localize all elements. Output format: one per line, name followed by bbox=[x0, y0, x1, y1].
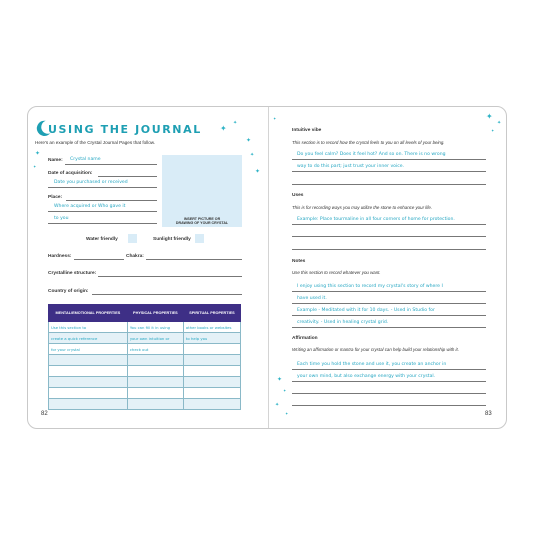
table-cell[interactable] bbox=[49, 355, 128, 366]
table-row bbox=[49, 399, 241, 410]
left-page bbox=[28, 107, 268, 428]
uses-entry-1[interactable]: Example: Place tourmaline in all four corners of home for protection. bbox=[297, 217, 455, 222]
star-icon: ✦ bbox=[491, 128, 495, 133]
affirmation-line bbox=[292, 405, 486, 406]
star-icon: ✦ bbox=[277, 377, 283, 383]
star-icon: ✦ bbox=[486, 112, 493, 121]
structure-line bbox=[98, 276, 242, 277]
vibe-entry-2[interactable]: way to do this part; just trust your inner voice. bbox=[297, 164, 405, 169]
star-icon: ✦ bbox=[220, 124, 227, 133]
page-title: USING THE JOURNAL bbox=[48, 123, 202, 136]
notes-entry-4[interactable]: creativity. - Used in healing crystal grid. bbox=[297, 320, 389, 325]
table-header-spiritual: SPIRITUAL PROPERTIES bbox=[183, 305, 240, 322]
table-cell[interactable] bbox=[49, 366, 128, 377]
table-row bbox=[49, 377, 241, 388]
affirmation-line bbox=[292, 381, 486, 382]
table-header-mental: MENTAL/EMOTIONAL PROPERTIES bbox=[49, 305, 128, 322]
table-row bbox=[49, 333, 241, 344]
right-page bbox=[269, 107, 506, 428]
table-cell[interactable]: for your crystal bbox=[49, 344, 128, 355]
place-value-2[interactable]: to you bbox=[54, 216, 69, 221]
place-line bbox=[66, 200, 157, 201]
date-label: Date of acquisition: bbox=[48, 171, 93, 176]
intro-text: Here's an example of the Crystal Journal Pages that follow. bbox=[35, 140, 156, 145]
hardness-line bbox=[74, 259, 124, 260]
star-icon: ✦ bbox=[497, 120, 502, 126]
table-cell[interactable] bbox=[127, 355, 183, 366]
vibe-line bbox=[292, 159, 486, 160]
water-friendly-checkbox[interactable] bbox=[128, 234, 137, 243]
table-cell[interactable] bbox=[127, 366, 183, 377]
table-cell[interactable]: your own intuition or bbox=[127, 333, 183, 344]
vibe-instruction: This section is to record how the crystal feels to you on all levels of your being. bbox=[292, 140, 445, 145]
notes-entry-3[interactable]: Example - Meditated with it for 10 days. - Used in Studio for bbox=[297, 308, 435, 313]
sunlight-friendly-label: Sunlight friendly bbox=[153, 237, 191, 242]
date-line bbox=[98, 176, 157, 177]
table-cell[interactable] bbox=[127, 388, 183, 399]
affirmation-line bbox=[292, 369, 486, 370]
properties-table bbox=[48, 304, 241, 410]
uses-instruction: This is for recording ways you may utilize the stone to enhance your life. bbox=[292, 205, 433, 210]
uses-line bbox=[292, 236, 486, 237]
table-cell[interactable] bbox=[127, 377, 183, 388]
table-cell[interactable]: check out bbox=[127, 344, 183, 355]
notes-entry-1[interactable]: I enjoy using this section to record my crystal's story of where I bbox=[297, 284, 443, 289]
star-icon: ✦ bbox=[250, 152, 255, 158]
vibe-heading: Intuitive vibe bbox=[292, 128, 322, 133]
affirmation-entry-2[interactable]: your own mind, but also exchange energy with your crystal. bbox=[297, 374, 436, 379]
table-cell[interactable] bbox=[183, 377, 240, 388]
table-cell[interactable] bbox=[49, 388, 128, 399]
date-line-2 bbox=[48, 187, 157, 188]
place-line-2 bbox=[48, 211, 157, 212]
hardness-label: Hardness: bbox=[48, 254, 72, 259]
star-icon: ✦ bbox=[285, 411, 289, 416]
table-cell[interactable] bbox=[183, 344, 240, 355]
table-row bbox=[49, 366, 241, 377]
table-cell[interactable] bbox=[183, 355, 240, 366]
star-icon: ✦ bbox=[35, 151, 41, 157]
table-cell[interactable]: You can fill it in using bbox=[127, 322, 183, 333]
star-icon: ✦ bbox=[275, 402, 280, 408]
table-cell[interactable] bbox=[183, 388, 240, 399]
origin-line bbox=[92, 294, 242, 295]
star-icon: ✦ bbox=[255, 169, 261, 175]
structure-label: Crystalline structure: bbox=[48, 271, 97, 276]
place-line-3 bbox=[48, 223, 157, 224]
name-value[interactable]: Crystal name bbox=[70, 157, 101, 162]
star-icon: ✦ bbox=[33, 164, 37, 169]
affirmation-entry-1[interactable]: Each time you hold the stone and use it, you create an anchor in bbox=[297, 362, 447, 367]
star-icon: ✦ bbox=[233, 120, 238, 126]
place-value-1[interactable]: Where acquired or Who gave it bbox=[54, 204, 126, 209]
star-icon: ✦ bbox=[283, 388, 287, 393]
sunlight-friendly-checkbox[interactable] bbox=[195, 234, 204, 243]
table-cell[interactable]: create a quick reference bbox=[49, 333, 128, 344]
table-cell[interactable] bbox=[49, 399, 128, 410]
table-row bbox=[49, 355, 241, 366]
vibe-line bbox=[292, 171, 486, 172]
affirmation-line bbox=[292, 393, 486, 394]
chakra-line bbox=[146, 259, 242, 260]
table-cell[interactable]: to help you bbox=[183, 333, 240, 344]
notes-entry-2[interactable]: have used it. bbox=[297, 296, 327, 301]
notes-line bbox=[292, 291, 486, 292]
star-icon: ✦ bbox=[246, 138, 252, 144]
table-row bbox=[49, 322, 241, 333]
uses-line bbox=[292, 249, 486, 250]
notes-instruction: Use this section to record whatever you want. bbox=[292, 270, 381, 275]
notes-heading: Notes bbox=[292, 259, 306, 264]
table-header-physical: PHYSICAL PROPERTIES bbox=[127, 305, 183, 322]
vibe-line bbox=[292, 184, 486, 185]
star-icon: ✦ bbox=[273, 116, 277, 121]
table-row bbox=[49, 344, 241, 355]
chakra-label: Chakra: bbox=[126, 254, 144, 259]
journal-spread bbox=[27, 106, 507, 429]
place-label: Place: bbox=[48, 195, 63, 200]
affirmation-heading: Affirmation bbox=[292, 336, 318, 341]
table-cell[interactable] bbox=[183, 399, 240, 410]
table-cell[interactable] bbox=[127, 399, 183, 410]
vibe-entry-1[interactable]: Do you feel calm? Does it feel hot? And so on. There is no wrong bbox=[297, 152, 446, 157]
name-label: Name: bbox=[48, 158, 63, 163]
page-number-left: 82 bbox=[41, 411, 48, 417]
table-cell[interactable]: other books or websites bbox=[183, 322, 240, 333]
notes-line bbox=[292, 327, 486, 328]
notes-line bbox=[292, 315, 486, 316]
water-friendly-label: Water friendly bbox=[86, 237, 118, 242]
page-number-right: 83 bbox=[485, 411, 492, 417]
uses-heading: Uses bbox=[292, 193, 304, 198]
uses-line bbox=[292, 224, 486, 225]
table-cell[interactable] bbox=[183, 366, 240, 377]
affirmation-instruction: Writing an affirmation or mantra for your crystal can help build your relationship with it. bbox=[292, 347, 459, 352]
table-row bbox=[49, 388, 241, 399]
picture-caption: INSERT PICTURE OR DRAWING OF YOUR CRYSTAL bbox=[175, 217, 229, 226]
table-cell[interactable] bbox=[49, 377, 128, 388]
notes-line bbox=[292, 303, 486, 304]
origin-label: Country of origin: bbox=[48, 289, 89, 294]
date-value[interactable]: Date you purchased or received bbox=[54, 180, 128, 185]
name-line bbox=[65, 164, 157, 165]
table-cell[interactable]: Use this section to bbox=[49, 322, 128, 333]
